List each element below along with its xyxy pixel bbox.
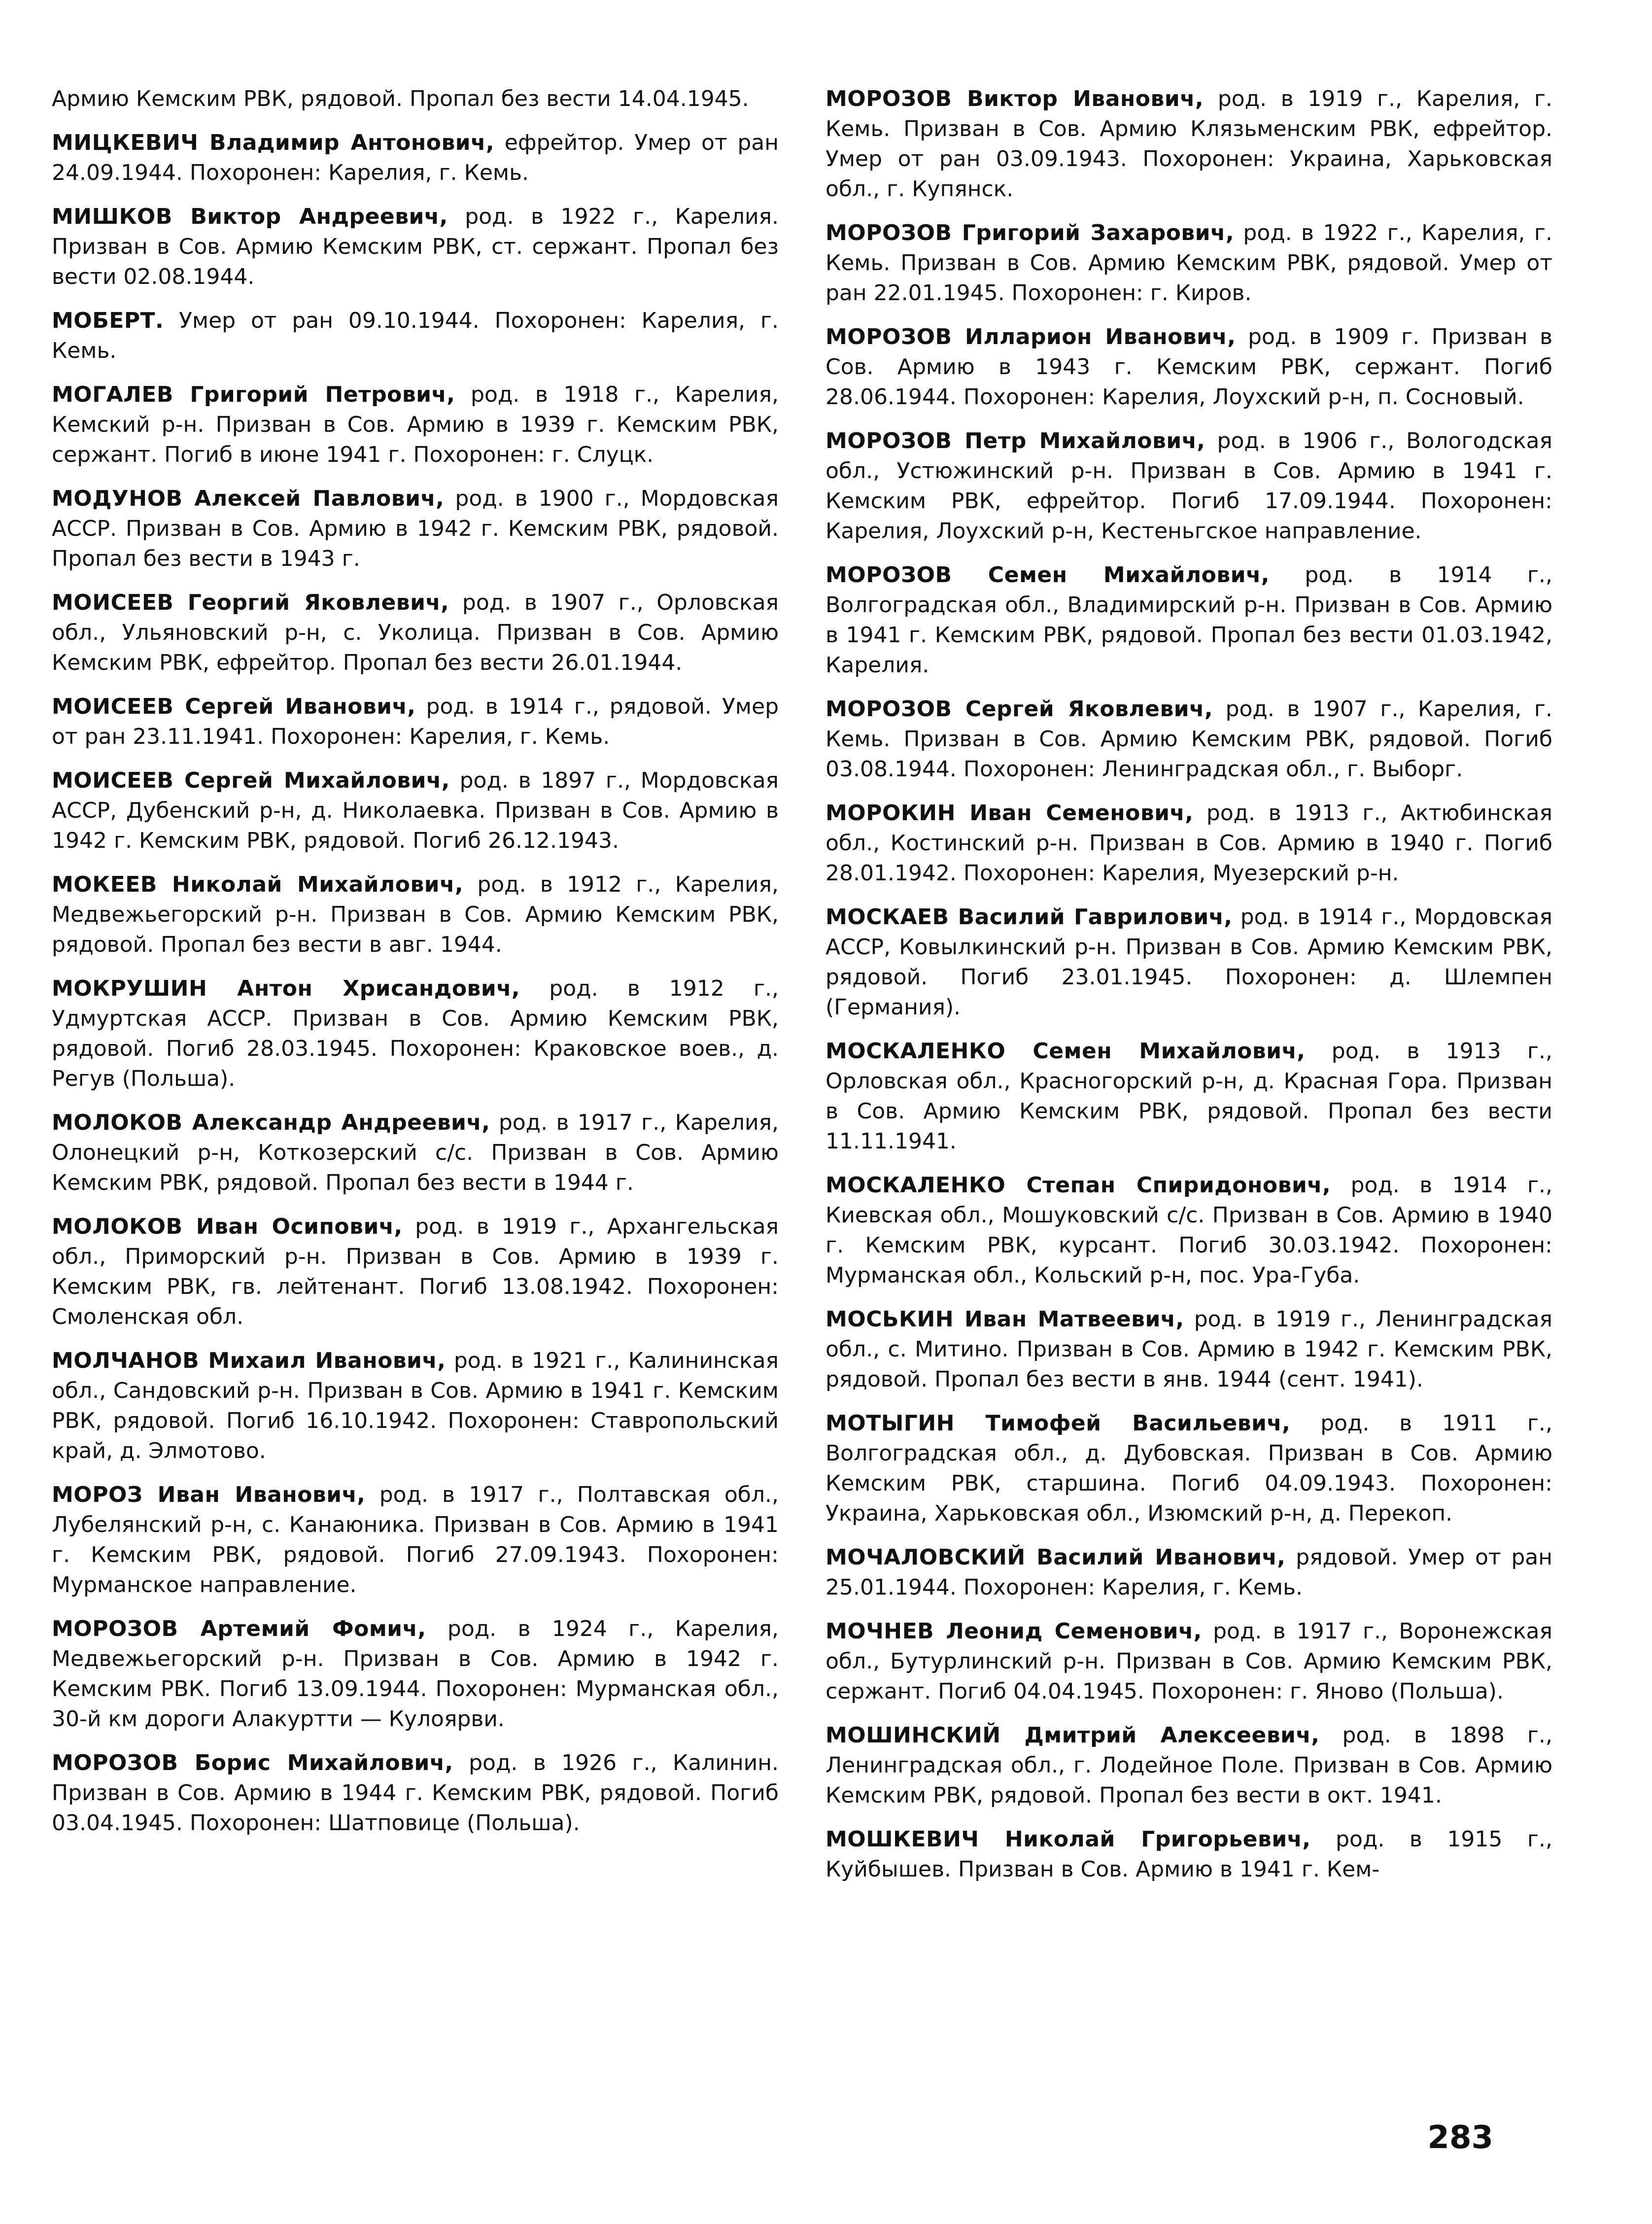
entry-name: МОРОЗОВ Артемий Фомич,: [52, 1616, 426, 1641]
entry-text: род. в 1914 г., Волгоградская обл., Владимирский р-н. Призван в Сов. Армию в 1941 г. Кемским РВК, рядовой. Пропал без вести 01.03.1942, Карелия.: [826, 562, 1553, 678]
list-item: [826, 694, 1552, 784]
entry-text: рядовой. Умер от ран 25.01.1944. Похоронен: Карелия, г. Кемь.: [826, 1545, 1552, 1600]
page-number: 283: [1427, 2120, 1493, 2156]
entry-name: МОРОКИН Иван Семенович,: [826, 800, 1194, 826]
entry-text: род. в 1912 г., Удмуртская АССР. Призван в Сов. Армию Кемским РВК, рядовой. Погиб 28.03.1945. Похоронен: Краковское воев., д. Регув (Польша).: [52, 976, 779, 1091]
entry-text: Умер от ран 09.10.1944. Похоронен: Карелия, г. Кемь.: [52, 308, 779, 363]
list-item: [52, 306, 779, 366]
entry-name: МОРОЗОВ Сергей Яковлевич,: [826, 696, 1213, 722]
entry-text: род. в 1900 г., Мордовская АССР. Призван в Сов. Армию в 1942 г. Кемским РВК, рядовой. Пропал без вести в 1943 г.: [52, 486, 779, 571]
entry-name: МОИСЕЕВ Сергей Михайлович,: [52, 768, 450, 793]
entry-name: МОРОЗ Иван Иванович,: [52, 1482, 366, 1507]
entry-text: ефрейтор. Умер от ран 24.09.1944. Похоронен: Карелия, г. Кемь.: [52, 130, 779, 185]
list-item: [52, 1346, 779, 1466]
entry-name: МОКЕЕВ Николай Михайлович,: [52, 872, 464, 897]
entry-name: МОЛЧАНОВ Михаил Иванович,: [52, 1348, 446, 1373]
list-item: [52, 1108, 779, 1198]
list-item: [52, 692, 779, 752]
entry-name: МОТЫГИН Тимофей Васильевич,: [826, 1411, 1291, 1436]
entry-name: МОЛОКОВ Иван Осипович,: [52, 1214, 403, 1239]
entry-text: род. в 1924 г., Карелия, Медвежьегорский р-н. Призван в Сов. Армию в 1942 г. Кемским РВК. Погиб 13.09.1944. Похоронен: Мурманская обл., 30-й км дороги Алакуртти — Кулоярви.: [52, 1616, 779, 1732]
entry-text: род. в 1911 г., Волгоградская обл., д. Дубовская. Призван в Сов. Армию Кемским РВК, старшина. Погиб 04.09.1943. Похоронен: Украина, Харьковская обл., Изюмский р-н, д. Перекоп.: [826, 1411, 1553, 1526]
entry-name: МОРОЗОВ Илларион Иванович,: [826, 324, 1236, 349]
list-item: [826, 1304, 1552, 1394]
list-item: [52, 84, 779, 114]
entry-text: род. в 1917 г., Карелия, Олонецкий р-н, Коткозерский с/с. Призван в Сов. Армию Кемским РВК, рядовой. Пропал без вести в 1944 г.: [52, 1110, 779, 1195]
entry-name: МОШКЕВИЧ Николай Григорьевич,: [826, 1827, 1311, 1852]
entry-name: МОСКАЛЕНКО Семен Михайлович,: [826, 1039, 1306, 1064]
entry-text: род. в 1914 г., Мордовская АССР, Ковылкинский р-н. Призван в Сов. Армию Кемским РВК, рядовой. Погиб 23.01.1945. Похоронен: д. Шлемпен (Германия).: [826, 904, 1552, 1020]
entry-name: МОИСЕЕВ Сергей Иванович,: [52, 694, 416, 719]
entry-text: род. в 1907 г., Карелия, г. Кемь. Призван в Сов. Армию Кемским РВК, рядовой. Погиб 03.08.1944. Похоронен: Ленинградская обл., г. Выборг.: [826, 696, 1552, 782]
entry-name: МОШИНСКИЙ Дмитрий Алексеевич,: [826, 1723, 1320, 1748]
entry-text: род. в 1906 г., Вологодская обл., Устюжинский р-н. Призван в Сов. Армию в 1941 г. Кемским РВК, ефрейтор. Погиб 17.09.1944. Похоронен: Карелия, Лоухский р-н, Кестеньгское направление.: [826, 428, 1552, 544]
entry-name: МОЧНЕВ Леонид Семенович,: [826, 1619, 1202, 1644]
entry-name: МОРОЗОВ Борис Михайлович,: [52, 1750, 453, 1775]
list-item: [52, 869, 779, 960]
entry-text: род. в 1907 г., Орловская обл., Ульяновский р-н, с. Уколица. Призван в Сов. Армию Кемским РВК, ефрейтор. Пропал без вести 26.01.1944.: [52, 590, 779, 675]
entry-text: род. в 1918 г., Карелия, Кемский р-н. Призван в Сов. Армию в 1939 г. Кемским РВК, сержант. Погиб в июне 1941 г. Похоронен: г. Слуцк.: [52, 382, 779, 467]
entry-name: МОСКАЕВ Василий Гаврилович,: [826, 904, 1233, 930]
list-item: [826, 322, 1552, 412]
entry-text: Армию Кемским РВК, рядовой. Пропал без вести 14.04.1945.: [52, 86, 749, 111]
entry-name: МИЦКЕВИЧ Владимир Антонович,: [52, 130, 495, 155]
list-item: [52, 1614, 779, 1734]
entry-name: МОСЬКИН Иван Матвеевич,: [826, 1307, 1184, 1332]
list-item: [52, 484, 779, 574]
entry-name: МОИСЕЕВ Георгий Яковлевич,: [52, 590, 449, 615]
list-item: [826, 1824, 1552, 1884]
entry-text: род. в 1917 г., Воронежская обл., Бутурлинский р-н. Призван в Сов. Армию Кемским РВК, сержант. Погиб 04.04.1945. Похоронен: г. Яново (Польша).: [826, 1619, 1552, 1704]
list-item: [52, 1212, 779, 1332]
entry-text: род. в 1919 г., Ленинградская обл., с. Митино. Призван в Сов. Армию в 1942 г. Кемским РВК, рядовой. Пропал без вести в янв. 1944 (сент. 1941).: [826, 1307, 1552, 1392]
entry-text: род. в 1917 г., Полтавская обл., Лубелянский р-н, с. Канаюника. Призван в Сов. Армию в 1941 г. Кемским РВК, рядовой. Погиб 27.09.1943. Похоронен: Мурманское направление.: [52, 1482, 779, 1598]
list-item: [826, 1408, 1552, 1529]
entry-text: род. в 1919 г., Карелия, г. Кемь. Призван в Сов. Армию Клязьменским РВК, ефрейтор. Умер от ран 03.09.1943. Похоронен: Украина, Харьковская обл., г. Купянск.: [826, 86, 1552, 202]
entry-text: род. в 1922 г., Карелия, г. Кемь. Призван в Сов. Армию Кемским РВК, рядовой. Умер от ран 22.01.1945. Похоронен: г. Киров.: [826, 220, 1552, 306]
entry-name: МОДУНОВ Алексей Павлович,: [52, 486, 445, 511]
entry-name: МИШКОВ Виктор Андреевич,: [52, 204, 448, 229]
entry-name: МОРОЗОВ Петр Михайлович,: [826, 428, 1205, 453]
entry-text: род. в 1926 г., Калинин. Призван в Сов. Армию в 1944 г. Кемским РВК, рядовой. Погиб 03.04.1945. Похоронен: Шатповице (Польша).: [52, 1750, 779, 1836]
entry-name: МОБЕРТ.: [52, 308, 164, 333]
entry-text: род. в 1898 г., Ленинградская обл., г. Лодейное Поле. Призван в Сов. Армию Кемским РВК, рядовой. Пропал без вести в окт. 1941.: [826, 1723, 1552, 1808]
entry-text: род. в 1913 г., Орловская обл., Красногорский р-н, д. Красная Гора. Призван в Сов. Армию Кемским РВК, рядовой. Пропал без вести 11.11.1941.: [826, 1039, 1553, 1154]
entry-text: род. в 1913 г., Актюбинская обл., Костинский р-н. Призван в Сов. Армию в 1940 г. Погиб 28.01.1942. Похоронен: Карелия, Муезерский р-н.: [826, 800, 1553, 886]
entry-text: род. в 1914 г., рядовой. Умер от ран 23.11.1941. Похоронен: Карелия, г. Кемь.: [52, 694, 779, 749]
entry-name: МОЧАЛОВСКИЙ Василий Иванович,: [826, 1545, 1286, 1570]
list-item: [826, 218, 1552, 308]
entry-name: МОЛОКОВ Александр Андреевич,: [52, 1110, 490, 1135]
list-item: [826, 1720, 1552, 1810]
list-item: [826, 1036, 1552, 1156]
right-column: [826, 84, 1552, 1898]
list-item: [52, 202, 779, 292]
entry-name: МОКРУШИН Антон Хрисандович,: [52, 976, 520, 1001]
entry-name: МОСКАЛЕНКО Степан Спиридонович,: [826, 1173, 1331, 1198]
list-item: [826, 426, 1552, 546]
list-item: [52, 1748, 779, 1838]
list-item: [826, 1616, 1552, 1706]
entry-text: род. в 1909 г. Призван в Сов. Армию в 1943 г. Кемским РВК, сержант. Погиб 28.06.1944. Похоронен: Карелия, Лоухский р-н, п. Сосновый.: [826, 324, 1553, 410]
list-item: [52, 588, 779, 678]
entry-name: МОГАЛЕВ Григорий Петрович,: [52, 382, 455, 407]
entry-text: род. в 1914 г., Киевская обл., Мошуковский с/с. Призван в Сов. Армию в 1940 г. Кемским РВК, курсант. Погиб 30.03.1942. Похоронен: Мурманская обл., Кольский р-н, пос. Ура-Губа.: [826, 1173, 1552, 1288]
list-item: [826, 560, 1552, 680]
left-column: [52, 84, 779, 1852]
entry-text: род. в 1919 г., Архангельская обл., Приморский р-н. Призван в Сов. Армию в 1939 г. Кемским РВК, гв. лейтенант. Погиб 13.08.1942. Похоронен: Смоленская обл.: [52, 1214, 779, 1329]
entry-name: МОРОЗОВ Виктор Иванович,: [826, 86, 1204, 111]
list-item: [826, 84, 1552, 204]
entry-text: род. в 1915 г., Куйбышев. Призван в Сов. Армию в 1941 г. Кем-: [826, 1827, 1553, 1882]
list-item: [826, 902, 1552, 1022]
list-item: [826, 1170, 1552, 1290]
entry-text: род. в 1921 г., Калининская обл., Сандовский р-н. Призван в Сов. Армию в 1941 г. Кемским РВК, рядовой. Погиб 16.10.1942. Похоронен: Ставропольский край, д. Элмотово.: [52, 1348, 779, 1463]
entry-text: род. в 1912 г., Карелия, Медвежьегорский р-н. Призван в Сов. Армию Кемским РВК, рядовой. Пропал без вести в авг. 1944.: [52, 872, 779, 957]
list-item: [52, 128, 779, 188]
list-item: [52, 765, 779, 856]
entry-name: МОРОЗОВ Семен Михайлович,: [826, 562, 1270, 588]
list-item: [52, 973, 779, 1094]
list-item: [826, 1542, 1552, 1602]
list-item: [52, 1480, 779, 1600]
list-item: [826, 798, 1552, 888]
entry-name: МОРОЗОВ Григорий Захарович,: [826, 220, 1235, 245]
entry-text: род. в 1897 г., Мордовская АССР, Дубенский р-н, д. Николаевка. Призван в Сов. Армию в 1942 г. Кемским РВК, рядовой. Погиб 26.12.1943.: [52, 768, 779, 853]
entry-text: род. в 1922 г., Карелия. Призван в Сов. Армию Кемским РВК, ст. сержант. Пропал без вести 02.08.1944.: [52, 204, 779, 289]
list-item: [52, 380, 779, 470]
